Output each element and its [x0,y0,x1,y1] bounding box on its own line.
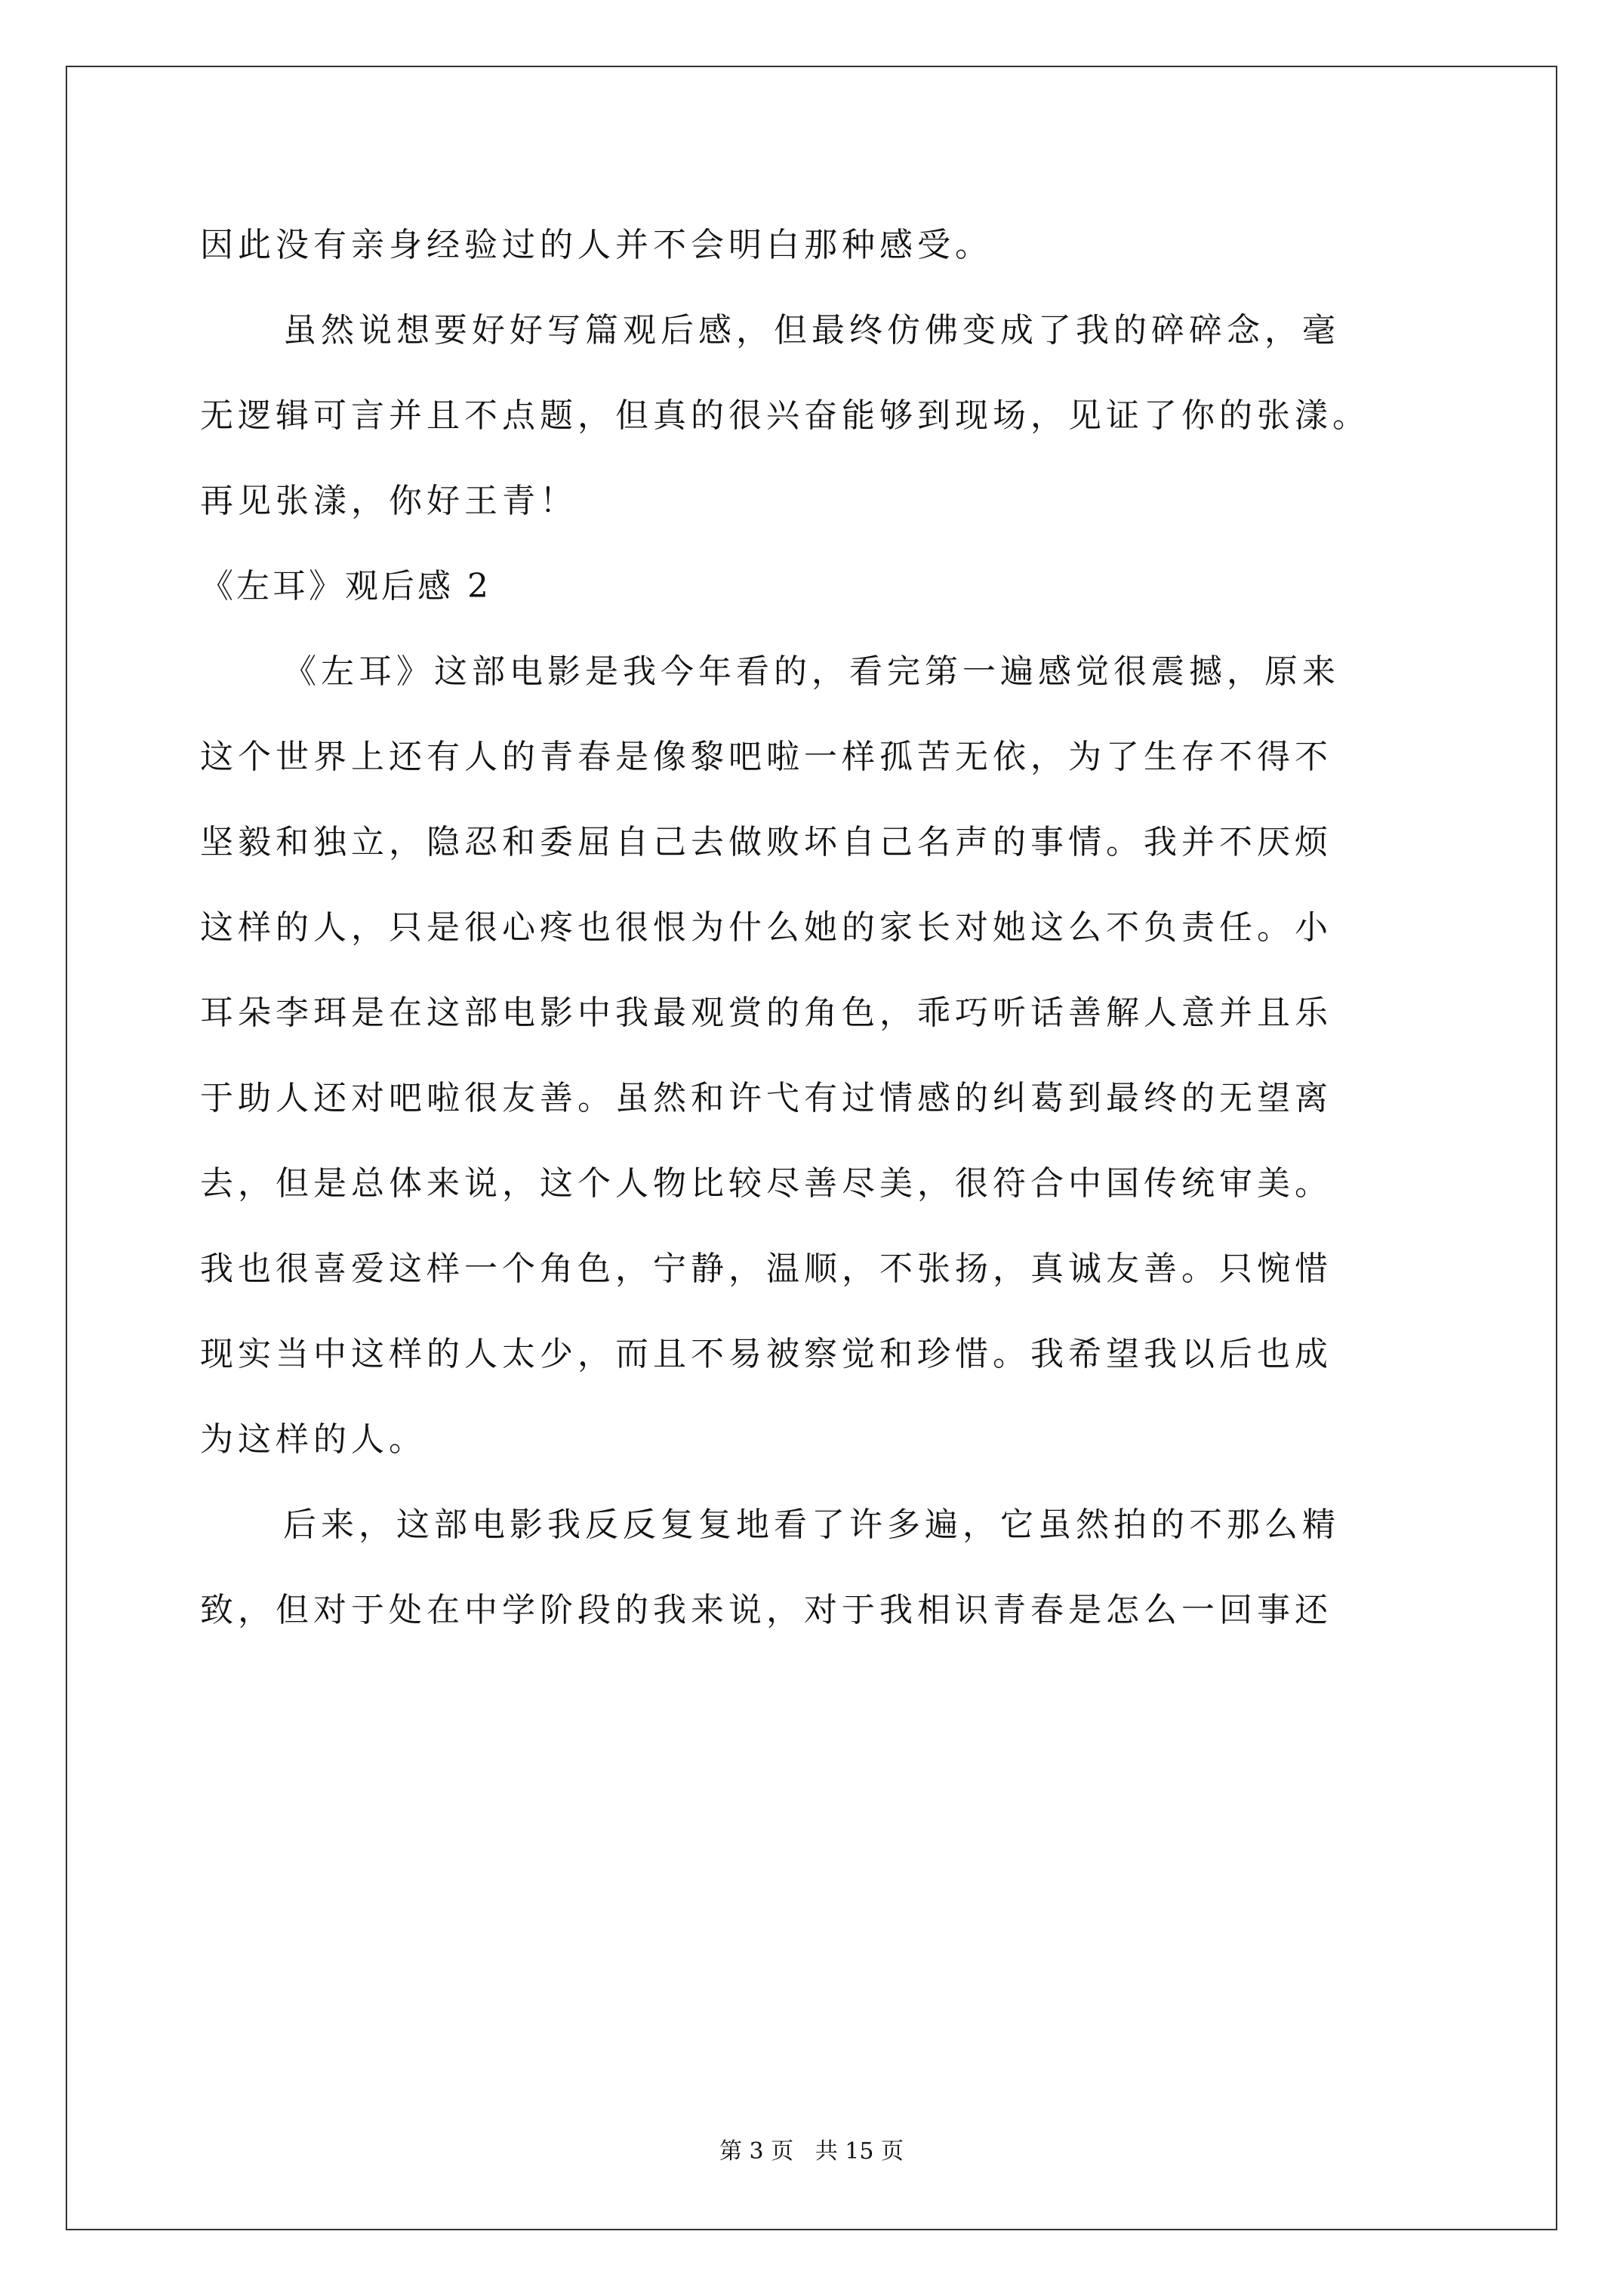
text-line: 坚毅和独立，隐忍和委屈自己去做败坏自己名声的事情。我并不厌烦 [200,824,1332,861]
text-line: 无逻辑可言并且不点题，但真的很兴奋能够到现场，见证了你的张漾。 [200,397,1370,435]
text-line: 这个世界上还有人的青春是像黎吧啦一样孤苦无依，为了生存不得不 [200,738,1332,776]
text-line: 致，但对于处在中学阶段的我来说，对于我相识青春是怎么一回事还 [200,1592,1332,1629]
text-line: 因此没有亲身经验过的人并不会明白那种感受。 [200,227,993,264]
text-line: 虽然说想要好好写篇观后感，但最终仿佛变成了我的碎碎念，毫 [283,312,1340,350]
page-number-footer: 第 3 页 共 15 页 [719,2138,904,2165]
text-line: 再见张漾，你好王青！ [200,482,577,520]
text-line: 后来，这部电影我反反复复地看了许多遍，它虽然拍的不那么精 [283,1506,1340,1544]
text-line: 于助人还对吧啦很友善。虽然和许弋有过情感的纠葛到最终的无望离 [200,1080,1332,1117]
text-line: 这样的人，只是很心疼也很恨为什么她的家长对她这么不负责任。小 [200,909,1332,947]
section-heading: 《左耳》观后感 2 [200,568,491,606]
text-line: 现实当中这样的人太少，而且不易被察觉和珍惜。我希望我以后也成 [200,1336,1332,1373]
text-line: 我也很喜爱这样一个角色，宁静，温顺，不张扬，真诚友善。只惋惜 [200,1250,1332,1288]
document-body [200,227,1438,1677]
text-line: 去，但是总体来说，这个人物比较尽善尽美，很符合中国传统审美。 [200,1165,1332,1203]
text-line: 为这样的人。 [200,1421,427,1459]
text-line: 《左耳》这部电影是我今年看的，看完第一遍感觉很震撼，原来 [283,653,1340,691]
text-line: 耳朵李珥是在这部电影中我最观赏的角色，乖巧听话善解人意并且乐 [200,994,1332,1032]
